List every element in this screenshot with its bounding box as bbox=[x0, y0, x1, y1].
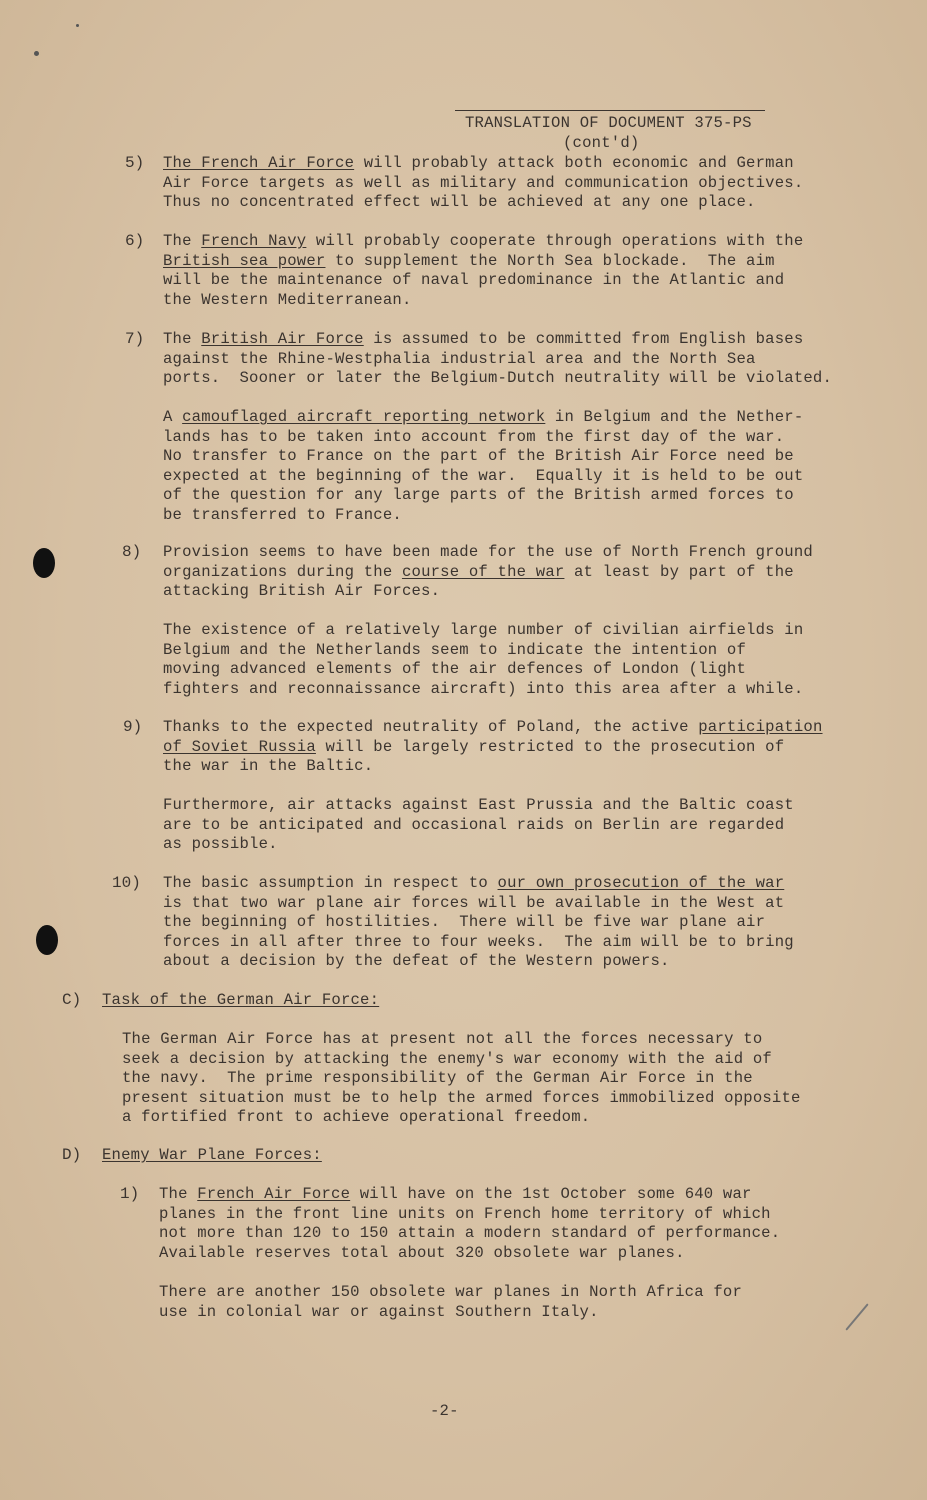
text-line bbox=[163, 563, 794, 583]
text-line bbox=[163, 952, 670, 972]
text-segment: in Belgium and the Nether- bbox=[545, 408, 804, 426]
text-segment: The bbox=[163, 232, 202, 250]
text-line bbox=[163, 154, 794, 174]
underlined-phrase: British sea power bbox=[163, 251, 326, 270]
text-segment: lands has to be taken into account from the first day of the war. bbox=[163, 427, 785, 446]
item-number: 8) bbox=[122, 543, 142, 561]
text-segment: The bbox=[159, 1185, 198, 1203]
text-segment: The bbox=[163, 330, 202, 348]
text-segment: A bbox=[163, 408, 183, 426]
text-segment: The basic assumption in respect to bbox=[163, 874, 498, 892]
underlined-phrase: French Air Force bbox=[197, 1185, 351, 1203]
item-number: 9) bbox=[123, 718, 143, 736]
text-segment: will probably attack both economic and German bbox=[354, 154, 794, 172]
text-segment: will probably cooperate through operations with the bbox=[306, 232, 804, 250]
text-line bbox=[163, 291, 412, 311]
text-segment: the Western Mediterranean. bbox=[163, 290, 412, 309]
text-line bbox=[163, 271, 784, 291]
header-rule bbox=[455, 110, 765, 111]
text-segment: organizations during the bbox=[163, 562, 402, 581]
text-line bbox=[163, 835, 278, 855]
text-line bbox=[163, 193, 756, 213]
text-line bbox=[163, 680, 803, 700]
text-line: The German Air Force has at present not all the forces necessary to bbox=[122, 1030, 763, 1048]
text-line bbox=[163, 660, 746, 680]
text-segment: Provision seems to have been made for the use of North French ground bbox=[163, 543, 813, 561]
ink-speck bbox=[76, 24, 79, 27]
text-line bbox=[163, 428, 784, 448]
item-number: 6) bbox=[125, 232, 145, 250]
text-segment: will be largely restricted to the prosecution of bbox=[315, 737, 785, 756]
text-line bbox=[163, 447, 794, 467]
underlined-phrase: of Soviet Russia bbox=[163, 737, 316, 756]
text-line bbox=[163, 486, 794, 506]
text-segment: Air Force targets as well as military and communication objectives. bbox=[163, 173, 804, 192]
text-segment: expected at the beginning of the war. Equally it is held to be out bbox=[163, 466, 804, 485]
text-segment: moving advanced elements of the air defences of London (light bbox=[163, 660, 747, 678]
text-segment: will be the maintenance of naval predominance in the Atlantic and bbox=[163, 271, 785, 289]
text-segment: about a decision by the defeat of the Western powers. bbox=[163, 952, 670, 970]
text-line: There are another 150 obsolete war planes in North Africa for bbox=[159, 1283, 743, 1301]
text-segment: is that two war plane air forces will be available in the West at bbox=[163, 893, 785, 912]
text-line bbox=[163, 582, 440, 602]
text-line bbox=[163, 913, 765, 933]
text-segment: will have on the 1st October some 640 war bbox=[350, 1185, 752, 1203]
text-line bbox=[163, 796, 794, 816]
underlined-phrase: British Air Force bbox=[201, 330, 364, 348]
text-line: a fortified front to achieve operational freedom. bbox=[122, 1108, 591, 1126]
section-c-heading: Task of the German Air Force: bbox=[102, 991, 380, 1009]
text-line bbox=[159, 1244, 685, 1264]
text-line bbox=[163, 738, 784, 758]
text-line bbox=[163, 232, 803, 252]
text-line bbox=[159, 1185, 752, 1205]
text-line bbox=[163, 506, 402, 526]
underlined-phrase: French Navy bbox=[201, 232, 307, 250]
text-line bbox=[163, 757, 373, 777]
underlined-phrase: camouflaged aircraft reporting network bbox=[182, 408, 546, 426]
section-d-item-number: 1) bbox=[120, 1185, 140, 1203]
text-line bbox=[159, 1205, 771, 1225]
document-title: TRANSLATION OF DOCUMENT 375-PS bbox=[465, 114, 752, 132]
text-line bbox=[163, 816, 784, 836]
text-segment: ports. Sooner or later the Belgium-Dutch neutrality will be violated. bbox=[163, 369, 833, 387]
pencil-mark bbox=[845, 1303, 868, 1330]
text-segment: Belgium and the Netherlands seem to indicate the intention of bbox=[163, 640, 747, 659]
text-line bbox=[163, 718, 823, 738]
text-segment: Available reserves total about 320 obsolete war planes. bbox=[159, 1243, 685, 1262]
text-line bbox=[163, 543, 813, 563]
text-line: present situation must be to help the armed forces immobilized opposite bbox=[122, 1088, 801, 1107]
text-segment: the war in the Baltic. bbox=[163, 757, 374, 775]
item-number: 10) bbox=[112, 874, 141, 892]
continued-label: (cont'd) bbox=[563, 134, 640, 152]
underlined-phrase: course of the war bbox=[401, 562, 565, 581]
text-line: the navy. The prime responsibility of the German Air Force in the bbox=[122, 1069, 753, 1087]
text-line bbox=[159, 1224, 780, 1244]
text-line bbox=[163, 933, 794, 953]
item-number: 7) bbox=[125, 330, 145, 348]
text-segment: is assumed to be committed from English bases bbox=[363, 330, 804, 348]
text-line bbox=[163, 174, 803, 194]
section-d-label: D) bbox=[62, 1146, 82, 1164]
section-d-heading: Enemy War Plane Forces: bbox=[102, 1146, 322, 1164]
text-segment: Thus no concentrated effect will be achieved at any one place. bbox=[163, 193, 756, 211]
text-segment: forces in all after three to four weeks. The aim will be to bring bbox=[163, 932, 794, 951]
text-segment: at least by part of the bbox=[564, 562, 794, 581]
text-segment: of the question for any large parts of the British armed forces to bbox=[163, 486, 794, 504]
item-number: 5) bbox=[125, 154, 145, 172]
text-segment: No transfer to France on the part of the British Air Force need be bbox=[163, 447, 794, 465]
text-segment: fighters and reconnaissance aircraft) into this area after a while. bbox=[163, 679, 804, 698]
text-segment: planes in the front line units on French home territory of which bbox=[159, 1204, 771, 1223]
text-line bbox=[163, 894, 784, 914]
text-segment: The existence of a relatively large number of civilian airfields in bbox=[163, 621, 804, 639]
section-c-label: C) bbox=[62, 991, 82, 1009]
text-segment: the beginning of hostilities. There will be five war plane air bbox=[163, 913, 766, 931]
text-line bbox=[163, 874, 784, 894]
text-segment: attacking British Air Forces. bbox=[163, 582, 441, 600]
text-segment: be transferred to France. bbox=[163, 505, 402, 524]
text-segment: not more than 120 to 150 attain a modern standard of performance. bbox=[159, 1224, 781, 1242]
underlined-phrase: The French Air Force bbox=[163, 154, 355, 172]
text-line bbox=[163, 330, 803, 350]
underlined-phrase: participation bbox=[698, 718, 823, 736]
text-line: use in colonial war or against Southern Italy. bbox=[159, 1302, 599, 1321]
text-segment: Thanks to the expected neutrality of Poland, the active bbox=[163, 718, 699, 736]
page-number: -2- bbox=[430, 1402, 459, 1420]
text-segment: Furthermore, air attacks against East Prussia and the Baltic coast bbox=[163, 796, 794, 814]
punch-hole-top bbox=[33, 548, 55, 578]
text-segment: to supplement the North Sea blockade. The aim bbox=[325, 251, 775, 270]
text-line bbox=[163, 621, 803, 641]
punch-hole-bottom bbox=[36, 925, 58, 955]
text-line bbox=[163, 467, 803, 487]
text-segment: as possible. bbox=[163, 835, 278, 853]
text-segment: against the Rhine-Westphalia industrial area and the North Sea bbox=[163, 349, 756, 368]
text-line: seek a decision by attacking the enemy's war economy with the aid of bbox=[122, 1049, 772, 1068]
text-line bbox=[163, 369, 832, 389]
text-line bbox=[163, 252, 775, 272]
text-line bbox=[163, 350, 756, 370]
text-segment: are to be anticipated and occasional raids on Berlin are regarded bbox=[163, 815, 785, 834]
underlined-phrase: our own prosecution of the war bbox=[497, 874, 785, 892]
text-line bbox=[163, 641, 746, 661]
ink-speck bbox=[34, 51, 39, 56]
text-line bbox=[163, 408, 803, 428]
